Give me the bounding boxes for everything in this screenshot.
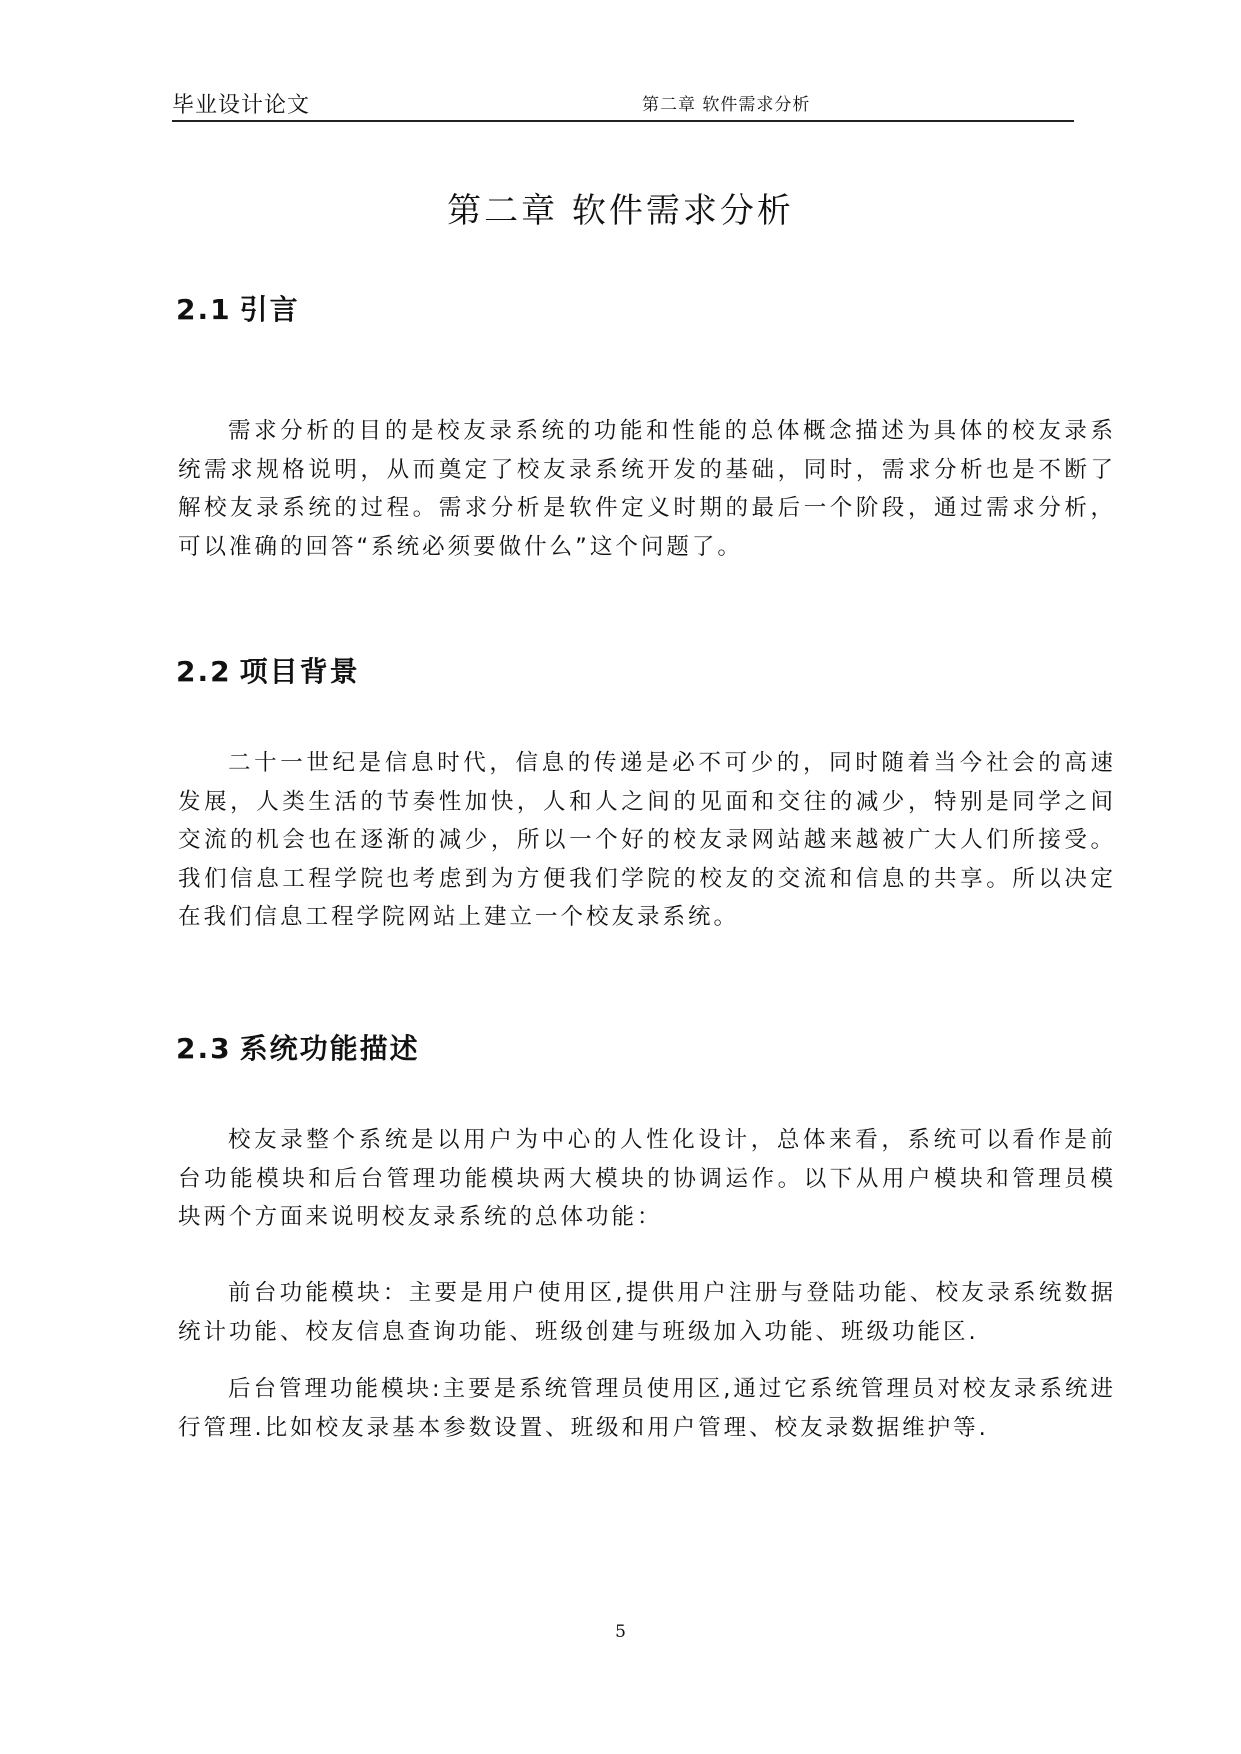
paragraph-frontend-module: 前台功能模块：主要是用户使用区,提供用户注册与登陆功能、校友录系统数据统计功能、校友信息查询功能、班级创建与班级加入功能、班级功能区. [178,1280,1116,1345]
running-header [172,86,1074,122]
header-thesis-label: 毕业设计论文 [172,93,311,118]
section-heading-2-2 [176,650,360,690]
section-number: 2.1 [176,293,232,326]
paragraph-backend-module: 后台管理功能模块:主要是系统管理员使用区,通过它系统管理员对校友录系统进行管理.比如校友录基本参数设置、班级和用户管理、校友录数据维护等. [178,1376,1116,1441]
section-heading-2-1 [176,288,300,328]
section-title: 引言 [239,293,300,326]
paragraph-system-overview: 校友录整个系统是以用户为中心的人性化设计，总体来看，系统可以看作是前台功能模块和后台管理功能模块两大模块的协调运作。以下从用户模块和管理员模块两个方面来说明校友录系统的总体功能： [178,1127,1116,1230]
section-title: 系统功能描述 [239,1032,420,1065]
chapter-title: 第二章 软件需求分析 [447,191,794,231]
section-number: 2.2 [176,655,232,688]
page-number: 5 [615,1622,626,1642]
section-heading-2-3 [176,1027,420,1067]
header-chapter-label: 第二章 软件需求分析 [642,95,811,115]
paragraph-introduction: 需求分析的目的是校友录系统的功能和性能的总体概念描述为具体的校友录系统需求规格说明，从而奠定了校友录系统开发的基础，同时，需求分析也是不断了解校友录系统的过程。需求分析是软件定义时期的最后一个阶段，通过需求分析，可以准确的回答“系统必须要做什么”这个问题了。 [178,418,1116,560]
section-title: 项目背景 [239,655,360,688]
section-number: 2.3 [176,1032,232,1065]
paragraph-background: 二十一世纪是信息时代，信息的传递是必不可少的，同时随着当今社会的高速发展，人类生活的节奏性加快，人和人之间的见面和交往的减少，特别是同学之间交流的机会也在逐渐的减少，所以一个好的校友录网站越来越被广大人们所接受。我们信息工程学院也考虑到为方便我们学院的校友的交流和信息的共享。所以决定在我们信息工程学院网站上建立一个校友录系统。 [178,750,1116,930]
